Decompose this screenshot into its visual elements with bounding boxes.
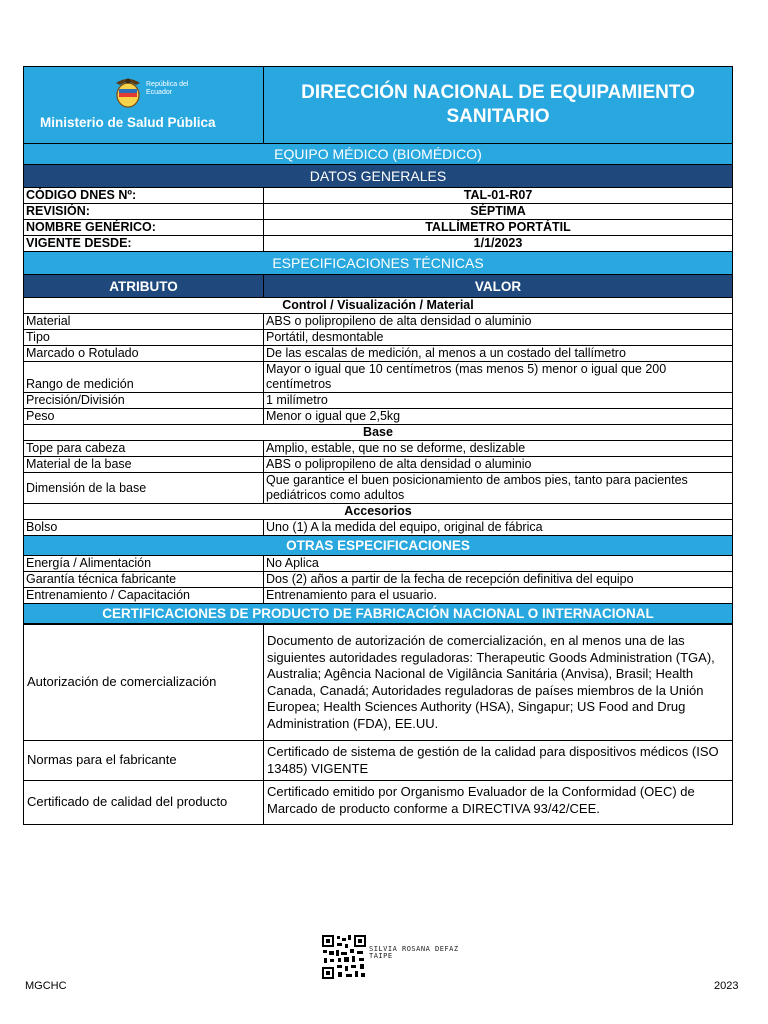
value-cell: Documento de autorización de comercialización, en al menos una de las siguientes autoridades reguladoras: Therapeutic Goods Administration (TGA), Australia; Agência Nacional de Vigilância Sanitária (Anvisa), Brasil; Health Canada, Canadá; Autoridades reguladoras de países miembros de la Unión Europea; Health Sciences Authority (HSA), Singapur; US Food and Drug Administration (FDA), EE.UU. xyxy=(264,625,733,741)
datos-row xyxy=(24,220,733,236)
datos-label: CÓDIGO DNES Nº: xyxy=(24,188,264,204)
datos-value: TALLÍMETRO PORTÁTIL xyxy=(264,220,733,236)
attr-cell: Material xyxy=(24,314,264,330)
attr-cell: Bolso xyxy=(24,520,264,536)
value-cell: Entrenamiento para el usuario. xyxy=(264,588,733,604)
spec-table xyxy=(23,66,733,624)
table-row xyxy=(24,781,733,825)
table-row xyxy=(24,741,733,781)
signer-name-cont: TAIPE xyxy=(369,952,393,960)
value-cell: Mayor o igual que 10 centímetros (mas menos 5) menor o igual que 200 centímetros xyxy=(264,362,733,393)
datos-label: REVISIÓN: xyxy=(24,204,264,220)
attr-cell: Normas para el fabricante xyxy=(24,741,264,781)
datos-value: 1/1/2023 xyxy=(264,236,733,252)
table-row xyxy=(24,393,733,409)
section-datos: DATOS GENERALES xyxy=(24,165,733,188)
table-row xyxy=(24,520,733,536)
table-row xyxy=(24,625,733,741)
page-title: DIRECCIÓN NACIONAL DE EQUIPAMIENTO SANITARIO xyxy=(264,67,733,144)
ministry-label: Ministerio de Salud Pública xyxy=(40,115,216,130)
section-especificaciones: ESPECIFICACIONES TÉCNICAS xyxy=(24,252,733,275)
table-row xyxy=(24,314,733,330)
attr-cell: Material de la base xyxy=(24,457,264,473)
value-cell: Menor o igual que 2,5kg xyxy=(264,409,733,425)
value-cell: De las escalas de medición, al menos a un costado del tallímetro xyxy=(264,346,733,362)
attr-cell: Peso xyxy=(24,409,264,425)
datos-row xyxy=(24,204,733,220)
value-cell: Dos (2) años a partir de la fecha de recepción definitiva del equipo xyxy=(264,572,733,588)
value-cell: 1 milímetro xyxy=(264,393,733,409)
datos-label: NOMBRE GENÉRICO: xyxy=(24,220,264,236)
datos-label: VIGENTE DESDE: xyxy=(24,236,264,252)
table-row xyxy=(24,441,733,457)
republic-label: República del Ecuador xyxy=(146,81,189,96)
footer-year: 2023 xyxy=(714,980,739,992)
table-row xyxy=(24,346,733,362)
attr-cell: Entrenamiento / Capacitación xyxy=(24,588,264,604)
subsection-control: Control / Visualización / Material xyxy=(24,298,733,314)
value-cell: Certificado emitido por Organismo Evaluador de la Conformidad (OEC) de Marcado de producto conforme a DIRECTIVA 93/42/CEE. xyxy=(264,781,733,825)
attr-cell: Dimensión de la base xyxy=(24,473,264,504)
footer-code: MGCHC xyxy=(25,980,67,992)
table-row xyxy=(24,556,733,572)
attr-cell: Garantía técnica fabricante xyxy=(24,572,264,588)
signature-text xyxy=(369,946,459,960)
section-equipo: EQUIPO MÉDICO (BIOMÉDICO) xyxy=(24,144,733,165)
table-row xyxy=(24,362,733,393)
section-otras: OTRAS ESPECIFICACIONES xyxy=(24,536,733,556)
subsection-base: Base xyxy=(24,425,733,441)
datos-row xyxy=(24,188,733,204)
datos-row xyxy=(24,236,733,252)
attr-cell: Marcado o Rotulado xyxy=(24,346,264,362)
table-row xyxy=(24,409,733,425)
value-cell: Amplio, estable, que no se deforme, deslizable xyxy=(264,441,733,457)
signer-name: SILVIA ROSANA DEFAZ xyxy=(369,945,459,953)
value-cell: ABS o polipropileno de alta densidad o aluminio xyxy=(264,457,733,473)
attr-cell: Certificado de calidad del producto xyxy=(24,781,264,825)
attr-cell: Rango de medición xyxy=(24,362,264,393)
attr-cell: Tipo xyxy=(24,330,264,346)
attr-cell: Autorización de comercialización xyxy=(24,625,264,741)
table-row xyxy=(24,473,733,504)
table-row xyxy=(24,457,733,473)
col-atributo: ATRIBUTO xyxy=(24,275,264,298)
value-cell: Que garantice el buen posicionamiento de ambos pies, tanto para pacientes pediátricos como adultos xyxy=(264,473,733,504)
table-row xyxy=(24,330,733,346)
subsection-accesorios: Accesorios xyxy=(24,504,733,520)
attr-cell: Tope para cabeza xyxy=(24,441,264,457)
value-cell: ABS o polipropileno de alta densidad o aluminio xyxy=(264,314,733,330)
spec-sheet xyxy=(23,66,732,825)
table-row xyxy=(24,588,733,604)
logo-cell xyxy=(24,67,264,144)
value-cell: No Aplica xyxy=(264,556,733,572)
value-cell: Uno (1) A la medida del equipo, original de fábrica xyxy=(264,520,733,536)
qr-code-icon xyxy=(321,934,367,980)
attr-cell: Energía / Alimentación xyxy=(24,556,264,572)
section-certificaciones: CERTIFICACIONES DE PRODUCTO DE FABRICACIÓN NACIONAL O INTERNACIONAL xyxy=(24,604,733,624)
value-cell: Certificado de sistema de gestión de la calidad para dispositivos médicos (ISO 13485) VIGENTE xyxy=(264,741,733,781)
value-cell: Portátil, desmontable xyxy=(264,330,733,346)
ecuador-coat-of-arms-icon xyxy=(110,75,146,111)
attr-cell: Precisión/División xyxy=(24,393,264,409)
table-row xyxy=(24,572,733,588)
col-valor: VALOR xyxy=(264,275,733,298)
datos-value: SÉPTIMA xyxy=(264,204,733,220)
datos-value: TAL-01-R07 xyxy=(264,188,733,204)
cert-table xyxy=(23,624,733,825)
